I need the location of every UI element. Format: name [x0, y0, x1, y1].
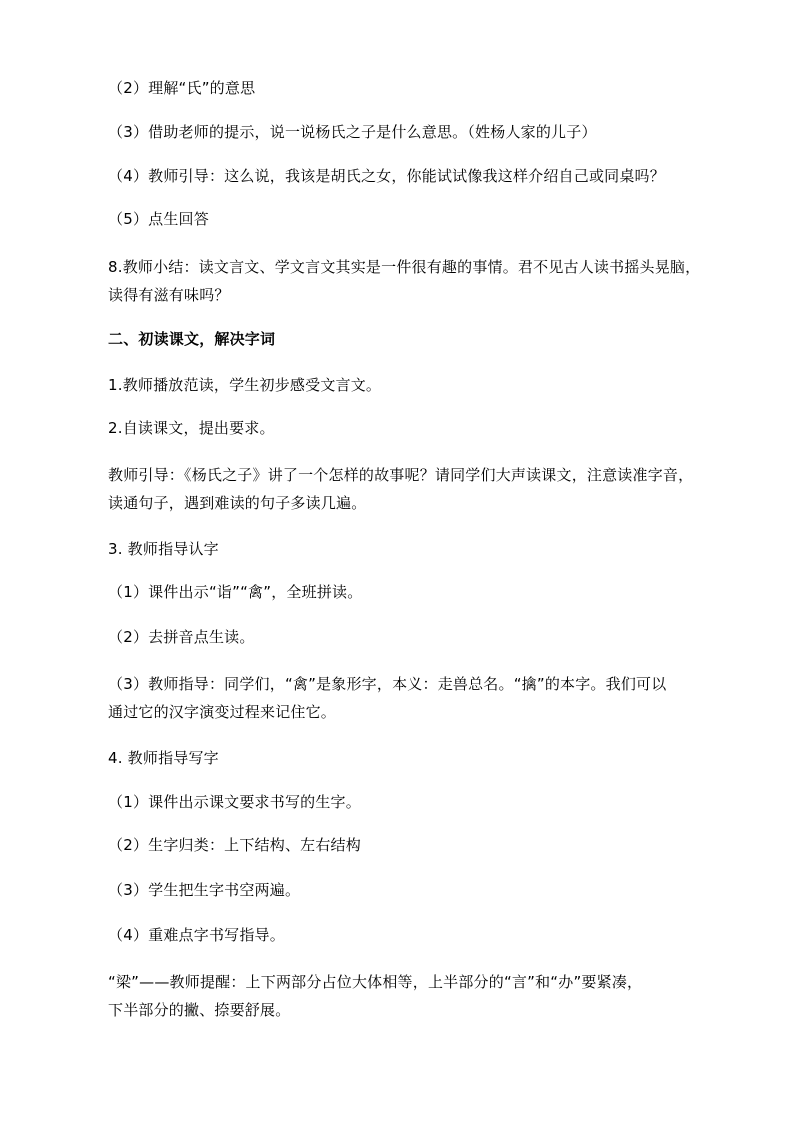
writing-step-2: （2）生字归类：上下结构、左右结构 — [108, 836, 361, 854]
teacher-summary-line-2: 读得有滋有味吗？ — [108, 286, 230, 304]
writing-step-4: （4）重难点字书写指导。 — [108, 926, 285, 944]
liang-writing-tip-line-2: 下半部分的撇、捺要舒展。 — [108, 1001, 291, 1019]
step-2-read-without-pinyin: （2）去拼音点生读。 — [108, 628, 255, 646]
step-3-teacher-guide-line-2: 通过它的汉字演变过程来记住它。 — [108, 703, 337, 721]
step-2-understand-shi: （2）理解“氏”的意思 — [108, 79, 256, 97]
item-1-model-reading: 1.教师播放范读，学生初步感受文言文。 — [108, 376, 382, 394]
teacher-guide-reading-line-1: 教师引导：《杨氏之子》讲了一个怎样的故事呢？请同学们大声读课文，注意读准字音， — [108, 466, 694, 484]
teacher-guide-reading-line-2: 读通句子，遇到难读的句子多读几遍。 — [108, 494, 367, 512]
item-2-self-reading: 2.自读课文，提出要求。 — [108, 419, 275, 437]
step-1-show-characters: （1）课件出示“诣”“禽”，全班拼读。 — [108, 583, 363, 601]
step-3-teacher-guide-line-1: （3）教师指导：同学们，“禽”是象形字，本义：走兽总名。“擒”的本字。我们可以 — [108, 675, 667, 693]
item-4-character-writing: 4. 教师指导写字 — [108, 749, 219, 767]
section-heading-first-reading: 二、初读课文，解决字词 — [108, 330, 276, 348]
step-5-student-answer: （5）点生回答 — [108, 210, 209, 228]
step-3-explain-title: （3）借助老师的提示，说一说杨氏之子是什么意思。（姓杨人家的儿子） — [108, 123, 597, 141]
item-3-character-recognition: 3. 教师指导认字 — [108, 540, 219, 558]
writing-step-3: （3）学生把生字书空两遍。 — [108, 881, 301, 899]
liang-writing-tip-line-1: “梁”——教师提醒：上下两部分占位大体相等，上半部分的“言”和“办”要紧凑， — [108, 973, 643, 991]
step-4-teacher-guide: （4）教师引导：这么说，我该是胡氏之女，你能试试像我这样介绍自己或同桌吗？ — [108, 167, 665, 185]
writing-step-1: （1）课件出示课文要求书写的生字。 — [108, 793, 361, 811]
teacher-summary-line-1: 8.教师小结：读文言文、学文言文其实是一件很有趣的事情。君不见古人读书摇头晃脑， — [108, 258, 701, 276]
